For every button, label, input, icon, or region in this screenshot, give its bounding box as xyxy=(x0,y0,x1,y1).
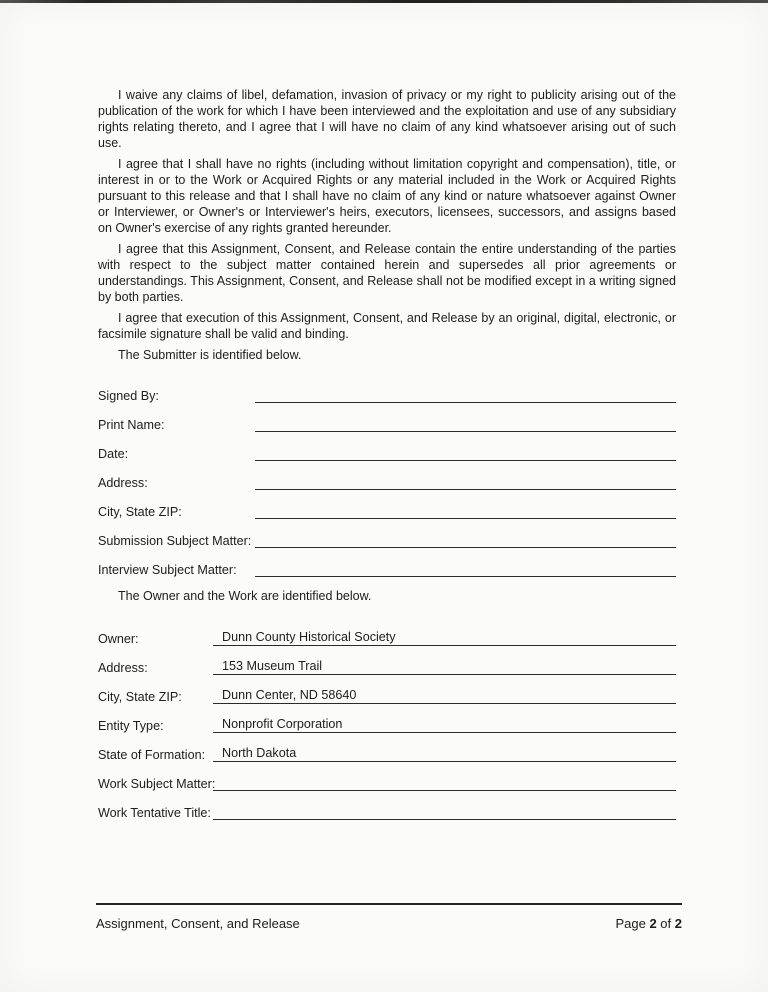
field-row-state-of-formation xyxy=(98,744,676,762)
field-row-owner xyxy=(98,628,676,646)
field-line xyxy=(255,384,676,403)
field-label: Address: xyxy=(98,661,148,675)
submitter-fields xyxy=(98,385,676,577)
field-line xyxy=(213,801,676,820)
field-label: State of Formation: xyxy=(98,748,206,762)
document-body xyxy=(98,87,676,831)
field-line xyxy=(255,413,676,432)
field-value: Nonprofit Corporation xyxy=(222,717,343,731)
owner-fields xyxy=(98,628,676,820)
field-line xyxy=(255,558,676,577)
field-label: Signed By: xyxy=(98,389,159,403)
field-row-owner-city-state-zip xyxy=(98,686,676,704)
field-value: Dunn County Historical Society xyxy=(222,630,396,644)
footer-page-indicator xyxy=(615,916,682,931)
field-line xyxy=(255,471,676,490)
paragraph-execution: I agree that execution of this Assignment, Consent, and Release by an original, digital, electronic, or facsimile signature shall be valid and binding. xyxy=(98,311,676,341)
field-row-interview-subject-matter xyxy=(98,559,676,577)
footer-document-title: Assignment, Consent, and Release xyxy=(96,916,300,931)
field-value: North Dakota xyxy=(222,746,297,760)
field-row-city-state-zip xyxy=(98,501,676,519)
field-row-print-name xyxy=(98,414,676,432)
field-label: Date: xyxy=(98,447,129,461)
field-line xyxy=(255,442,676,461)
field-label: Work Tentative Title: xyxy=(98,806,211,820)
footer-of-word: of xyxy=(660,916,672,931)
paragraph-no-rights: I agree that I shall have no rights (including without limitation copyright and compensation), title, or interest in or to the Work or Acquired Rights or any material included in the Work or Acquired Rights pursuant to this release and that I shall have no claim of any kind or nature whatsoever against Owner or Interviewer, or Owner's or Interviewer's heirs, executors, licensees, successors, and assigns based on Owner's exercise of any rights granted hereunder. xyxy=(98,157,676,235)
scan-edge-artifact xyxy=(0,0,768,3)
footer-page-total: 2 xyxy=(674,916,682,931)
field-label: City, State ZIP: xyxy=(98,505,182,519)
field-label: Entity Type: xyxy=(98,719,164,733)
field-line xyxy=(213,627,676,646)
field-value: Dunn Center, ND 58640 xyxy=(222,688,357,702)
field-line xyxy=(213,743,676,762)
field-line xyxy=(213,772,676,791)
field-label: Interview Subject Matter: xyxy=(98,563,237,577)
submitter-intro: The Submitter is identified below. xyxy=(118,348,302,362)
field-value: 153 Museum Trail xyxy=(222,659,323,673)
field-label: Submission Subject Matter: xyxy=(98,534,252,548)
field-row-entity-type xyxy=(98,715,676,733)
field-label: Owner: xyxy=(98,632,139,646)
field-line xyxy=(213,685,676,704)
footer-page-number: 2 xyxy=(649,916,657,931)
owner-intro: The Owner and the Work are identified below. xyxy=(118,589,372,603)
field-row-work-subject-matter xyxy=(98,773,676,791)
field-line xyxy=(255,529,676,548)
field-line xyxy=(255,500,676,519)
field-row-submission-subject-matter xyxy=(98,530,676,548)
field-row-date xyxy=(98,443,676,461)
field-line xyxy=(213,656,676,675)
field-label: City, State ZIP: xyxy=(98,690,182,704)
page-footer xyxy=(96,903,682,931)
field-row-owner-address xyxy=(98,657,676,675)
field-row-address xyxy=(98,472,676,490)
field-label: Work Subject Matter: xyxy=(98,777,216,791)
field-label: Address: xyxy=(98,476,148,490)
field-line xyxy=(213,714,676,733)
paragraph-waiver: I waive any claims of libel, defamation, invasion of privacy or my right to publicity arising out of the publication of the work for which I have been interviewed and the exploitation and use of any subsidiary rights relating thereto, and I agree that I will have no claim of any kind whatsoever arising out of such use. xyxy=(98,88,676,150)
footer-page-word: Page xyxy=(615,916,646,931)
paragraph-entire-understanding: I agree that this Assignment, Consent, and Release contain the entire understanding of the parties with respect to the subject matter contained herein and supersedes all prior agreements or understandings. This Assignment, Consent, and Release shall not be modified except in a writing signed by both parties. xyxy=(98,242,676,304)
field-label: Print Name: xyxy=(98,418,165,432)
field-row-work-tentative-title xyxy=(98,802,676,820)
field-row-signed-by xyxy=(98,385,676,403)
